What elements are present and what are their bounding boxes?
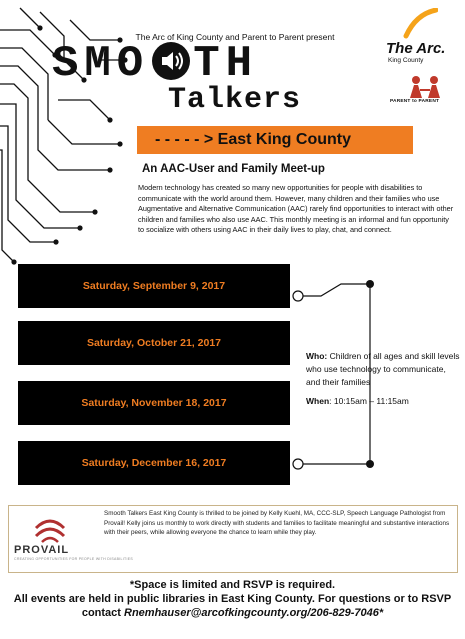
date-box-2: Saturday, October 21, 2017 [18,321,290,365]
parent-to-parent-name: PARENT to PARENT [390,99,440,104]
footer-contact-prefix: contact [81,607,125,619]
speaker-o-icon [152,42,190,80]
intro-paragraph: Modern technology has created so many new opportunities for people with disabilities to communicate with the world around them. However, many children and their families who use Augmentative and Alternative Communication (AAC) rarely find opportunities to interact with other children and families who also use AAC. This monthly meeting is an informal and fun opportunity to socialize with others using AAC in their daily lives to play, chat, and connect. [138,183,454,235]
event-subheading: An AAC-User and Family Meet-up [142,163,325,175]
location-banner: - - - - - > East King County [137,126,413,154]
date-box-1: Saturday, September 9, 2017 [18,264,290,308]
parent-to-parent-logo-icon [400,72,450,100]
provail-name: PROVAIL [14,544,70,556]
footer-location-note: All events are held in public libraries in East King County. For questions or to RSVP [13,593,452,605]
who-when-block [306,350,462,408]
who-label: Who: [306,351,328,361]
title-smooth-part1: SMO [52,39,150,89]
partner-description: Smooth Talkers East King County is thrilled to be joined by Kelly Kuehl, MA, CCC-SLP, Speech Language Pathologist from Provail! Kelly joins us monthly to work directly with students and families to facilitate meaningful and substantive interactions with their peers, while allowing everyone the chance to learn while they play. [104,510,450,537]
provail-logo-icon [30,514,70,544]
when-text: : 10:15am – 11:15am [329,396,409,406]
footer [0,578,465,620]
who-text: Children of all ages and skill levels who use technology to communicate, and their families [306,351,460,387]
title-talkers: Talkers [168,83,302,117]
arc-logo-county: King County [388,57,424,64]
title-smooth-part2: TH [193,39,259,89]
when-line [306,395,462,408]
arc-logo-name: The Arc. [386,40,446,57]
date-box-3: Saturday, November 18, 2017 [18,381,290,425]
footer-contact-line [0,606,465,620]
when-label: When [306,396,330,406]
presenter-line: The Arc of King County and Parent to Parent present [135,32,335,42]
arc-swoosh-icon [402,8,438,40]
provail-tagline: CREATING OPPORTUNITIES FOR PEOPLE WITH DISABILITIES [14,557,134,561]
who-line [306,350,462,389]
footer-contact-link[interactable]: Rnemhauser@arcofkingcounty.org/206-829-7046* [124,607,384,619]
title-smooth [52,40,258,88]
footer-rsvp-note: *Space is limited and RSVP is required. [129,579,336,591]
date-box-4: Saturday, December 16, 2017 [18,441,290,485]
